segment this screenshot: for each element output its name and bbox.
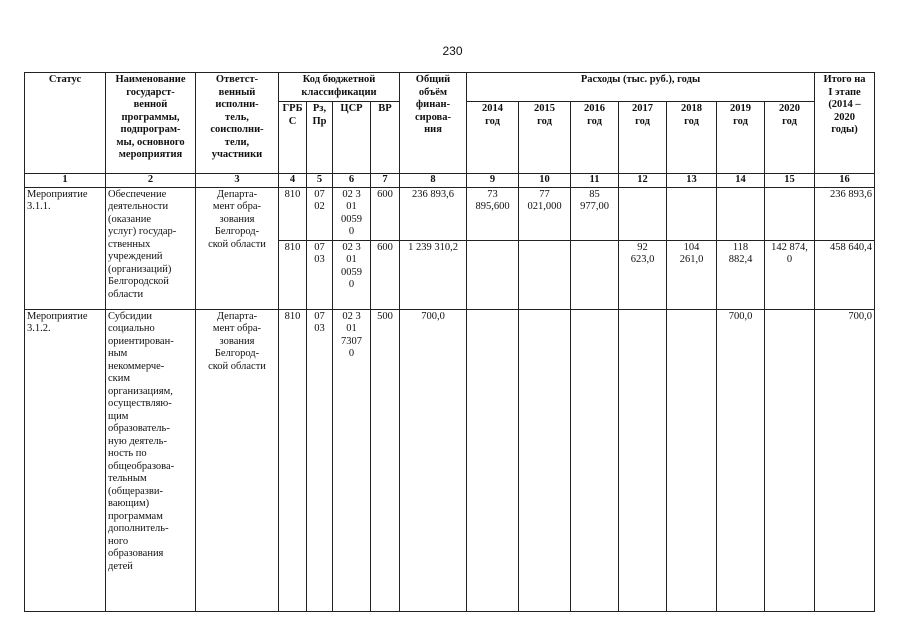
column-number: 11: [571, 174, 619, 188]
header-year-2016: 2016 год: [571, 102, 619, 174]
header-status: Статус: [25, 73, 106, 174]
header-rzpr: Рз, Пр: [307, 102, 333, 174]
row-status: Мероприятие 3.1.1.: [25, 187, 106, 309]
cell-2015: 77 021,000: [519, 187, 571, 240]
cell-2014: 73 895,600: [467, 187, 519, 240]
header-year-2018: 2018 год: [667, 102, 717, 174]
cell-2017: [619, 309, 667, 611]
cell-vr: 600: [371, 240, 400, 309]
cell-2015: [519, 309, 571, 611]
cell-2018: 104 261,0: [667, 240, 717, 309]
header-stage-total: Итого на I этапе (2014 – 2020 годы): [815, 73, 875, 174]
row-name: Субсидии социально ориентирован- ным некоммерче- ским организациям, осуществляю- щим образователь- ную деятель- ность по общеобразова- тельным (общеразви- вающим) программам дополнитель- ного образования детей: [106, 309, 196, 611]
cell-2017: 92 623,0: [619, 240, 667, 309]
column-number: 7: [371, 174, 400, 188]
row-status: Мероприятие 3.1.2.: [25, 309, 106, 611]
column-number: 1: [25, 174, 106, 188]
cell-2020: 142 874, 0: [765, 240, 815, 309]
column-number: 12: [619, 174, 667, 188]
header-responsible: Ответст- венный исполни- тель, соисполни- тели, участники: [196, 73, 279, 174]
cell-rzpr: 07 02: [307, 187, 333, 240]
column-number: 13: [667, 174, 717, 188]
cell-2018: [667, 187, 717, 240]
cell-2019: [717, 187, 765, 240]
header-total-volume: Общий объём финан- сирова- ния: [400, 73, 467, 174]
header-expenses: Расходы (тыс. руб.), годы: [467, 73, 815, 102]
column-number: 3: [196, 174, 279, 188]
column-number: 8: [400, 174, 467, 188]
header-name: Наименование государст- венной программы, подпрограм- мы, основного мероприятия: [106, 73, 196, 174]
cell-2016: [571, 240, 619, 309]
cell-grbs: 810: [279, 187, 307, 240]
cell-2018: [667, 309, 717, 611]
column-number: 6: [333, 174, 371, 188]
cell-csr: 02 3 01 7307 0: [333, 309, 371, 611]
cell-vr: 500: [371, 309, 400, 611]
header-year-2014: 2014 год: [467, 102, 519, 174]
cell-2019: 700,0: [717, 309, 765, 611]
cell-rzpr: 07 03: [307, 309, 333, 611]
cell-2019: 118 882,4: [717, 240, 765, 309]
header-budget-code: Код бюджетной классификации: [279, 73, 400, 102]
cell-csr: 02 3 01 0059 0: [333, 240, 371, 309]
cell-2015: [519, 240, 571, 309]
column-number: 10: [519, 174, 571, 188]
header-grbs: ГРБ С: [279, 102, 307, 174]
header-year-2019: 2019 год: [717, 102, 765, 174]
table-row: [25, 187, 875, 240]
header-year-2017: 2017 год: [619, 102, 667, 174]
cell-total: 700,0: [400, 309, 467, 611]
column-number: 2: [106, 174, 196, 188]
column-number-row: [25, 174, 875, 188]
table-row: [25, 309, 875, 611]
column-number: 9: [467, 174, 519, 188]
cell-stage-total: 700,0: [815, 309, 875, 611]
cell-vr: 600: [371, 187, 400, 240]
column-number: 4: [279, 174, 307, 188]
budget-table: [24, 72, 875, 612]
cell-total: 1 239 310,2: [400, 240, 467, 309]
header-year-2015: 2015 год: [519, 102, 571, 174]
cell-2020: [765, 309, 815, 611]
cell-2014: [467, 309, 519, 611]
cell-2016: 85 977,00: [571, 187, 619, 240]
column-number: 5: [307, 174, 333, 188]
row-responsible: Департа- мент обра- зования Белгород- ской области: [196, 187, 279, 309]
cell-grbs: 810: [279, 309, 307, 611]
column-number: 15: [765, 174, 815, 188]
header-year-2020: 2020 год: [765, 102, 815, 174]
row-name: Обеспечение деятельности (оказание услуг) государ- ственных учреждений (организаций) Белгородской области: [106, 187, 196, 309]
cell-stage-total: 458 640,4: [815, 240, 875, 309]
page-number: 230: [442, 44, 463, 58]
cell-2014: [467, 240, 519, 309]
cell-2020: [765, 187, 815, 240]
cell-rzpr: 07 03: [307, 240, 333, 309]
row-responsible: Департа- мент обра- зования Белгород- ской области: [196, 309, 279, 611]
cell-stage-total: 236 893,6: [815, 187, 875, 240]
cell-grbs: 810: [279, 240, 307, 309]
column-number: 14: [717, 174, 765, 188]
cell-2016: [571, 309, 619, 611]
cell-csr: 02 3 01 0059 0: [333, 187, 371, 240]
cell-2017: [619, 187, 667, 240]
header-vr: ВР: [371, 102, 400, 174]
column-number: 16: [815, 174, 875, 188]
header-csr: ЦСР: [333, 102, 371, 174]
cell-total: 236 893,6: [400, 187, 467, 240]
